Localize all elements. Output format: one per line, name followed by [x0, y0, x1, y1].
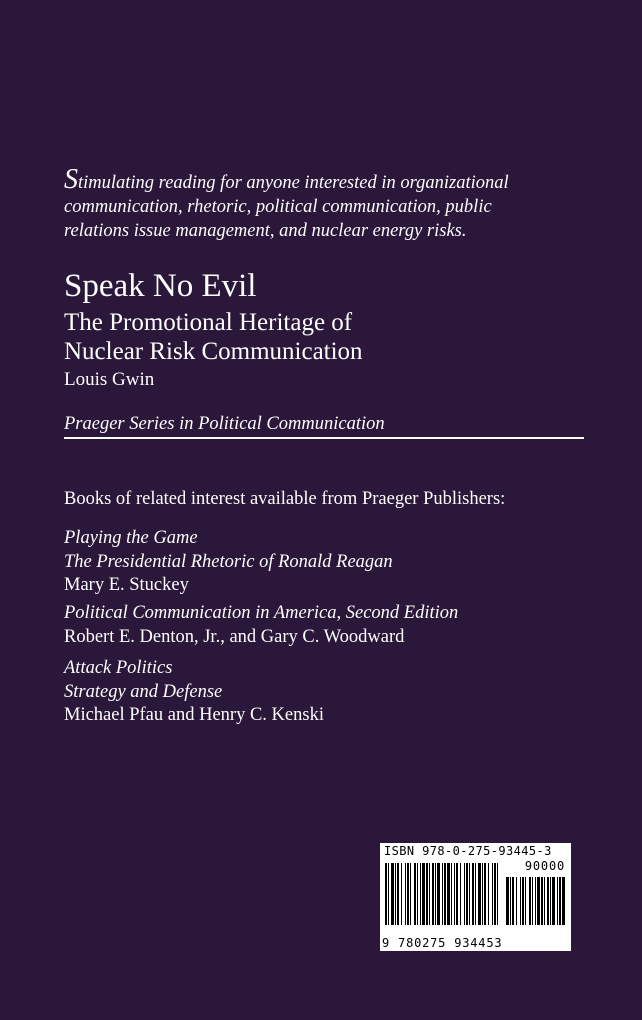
barcode-bar	[552, 877, 555, 925]
barcode-bar	[447, 863, 450, 925]
barcode-bar	[494, 863, 496, 925]
book-subtitle	[64, 308, 584, 366]
divider-rule	[64, 437, 584, 439]
related-books-heading: Books of related interest available from Praeger Publishers:	[64, 489, 506, 509]
related-book-title: Playing the Game	[64, 528, 198, 548]
barcode-bar	[497, 863, 498, 925]
barcode-bar	[407, 863, 409, 925]
barcode-bar	[451, 863, 452, 925]
barcode-bar	[506, 877, 509, 925]
barcode-bar	[456, 863, 458, 925]
related-book-title: Political Communication in America, Second Edition	[64, 603, 459, 623]
ean-digits: 9 780275 934453	[382, 936, 503, 950]
barcode-bar	[562, 877, 565, 925]
related-book-authors: Michael Pfau and Henry C. Kenski	[64, 705, 324, 725]
subtitle-line-2: Nuclear Risk Communication	[64, 338, 363, 365]
barcode-bar	[544, 877, 545, 925]
related-book-subtitle: The Presidential Rhetoric of Ronald Reagan	[64, 551, 393, 572]
barcode-bar	[482, 863, 483, 925]
barcode-bar	[432, 863, 434, 925]
barcode-bar	[559, 877, 561, 925]
barcode-bar	[401, 863, 402, 925]
book-author: Louis Gwin	[64, 369, 155, 390]
barcode-bar	[417, 863, 418, 925]
barcode-bar	[532, 877, 533, 925]
barcode-bar	[525, 877, 526, 925]
isbn-text: ISBN 978-0-275-93445-3	[384, 844, 552, 858]
blurb-line-2: communication, rhetoric, political communication, public	[64, 197, 492, 217]
related-book	[64, 527, 393, 598]
barcode-bar	[429, 863, 430, 925]
barcode-bar	[472, 863, 474, 925]
barcode-bar	[488, 863, 489, 925]
isbn-barcode	[380, 843, 571, 951]
barcode-bar	[397, 863, 399, 925]
barcode-bar	[516, 877, 517, 925]
barcode-bar	[510, 877, 511, 925]
series-name: Praeger Series in Political Communication	[64, 414, 385, 434]
related-book	[64, 657, 324, 728]
barcode-bar	[466, 863, 468, 925]
barcode-bar	[460, 863, 461, 925]
barcode-bar	[405, 863, 406, 925]
barcode-bar	[520, 877, 521, 925]
barcode-bar	[541, 877, 543, 925]
related-book-subtitle: Strategy and Defense	[64, 681, 223, 702]
related-book-authors: Robert E. Denton, Jr., and Gary C. Woodward	[64, 626, 405, 647]
barcode-bar	[414, 863, 416, 925]
barcode-bar	[537, 877, 540, 925]
barcode-bar	[529, 877, 531, 925]
barcode-bar	[454, 863, 455, 925]
price-code: 90000	[524, 859, 565, 873]
subtitle-line-1: The Promotional Heritage of	[64, 309, 353, 336]
barcode-bar	[547, 877, 549, 925]
related-book-title: Attack Politics	[64, 658, 173, 678]
barcode-bar	[388, 863, 389, 925]
barcode-bar	[422, 863, 425, 925]
blurb-line-3: relations issue management, and nuclear energy risks.	[64, 221, 467, 241]
barcode-bar	[395, 863, 396, 925]
barcode-bar	[512, 877, 514, 925]
barcode-bar	[484, 863, 486, 925]
book-title: Speak No Evil	[64, 268, 257, 304]
barcode-bar	[478, 863, 481, 925]
barcode-bar	[410, 863, 411, 925]
barcode-bar	[522, 877, 524, 925]
barcode-bar	[442, 863, 443, 925]
barcode-bar	[420, 863, 421, 925]
barcode-bar	[435, 863, 436, 925]
barcode-bar	[492, 863, 493, 925]
barcode-bar	[444, 863, 446, 925]
related-book	[64, 602, 458, 649]
barcode-bar	[535, 877, 536, 925]
blurb	[64, 164, 564, 243]
barcode-bar	[469, 863, 470, 925]
blurb-line-1: timulating reading for anyone interested in organizational	[78, 173, 509, 193]
barcode-bar	[475, 863, 476, 925]
barcode-bar	[391, 863, 394, 925]
barcode-bar	[550, 877, 551, 925]
related-book-authors: Mary E. Stuckey	[64, 575, 189, 595]
barcode-bar	[557, 877, 558, 925]
barcode-bar	[437, 863, 440, 925]
barcode-bar	[464, 863, 465, 925]
barcode-bar	[426, 863, 428, 925]
blurb-initial: S	[64, 164, 78, 195]
barcode-bar	[385, 863, 387, 925]
